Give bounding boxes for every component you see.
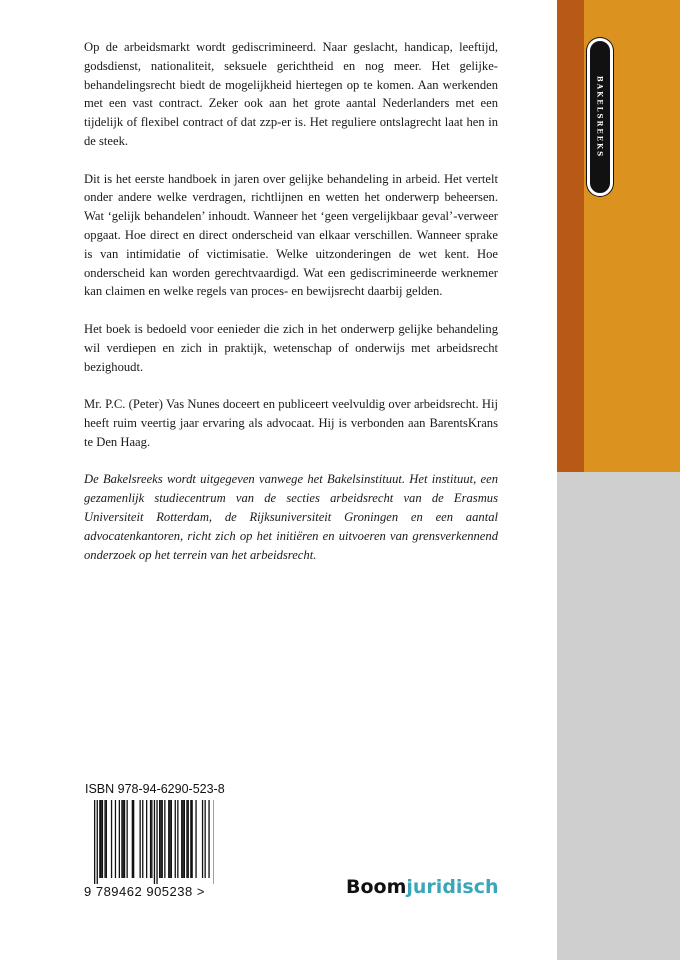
barcode-bar: [168, 800, 169, 878]
paragraph-intro: Op de arbeidsmarkt wordt gediscrimineerd. Naar geslacht, handicap, leeftijd, godsdienst, nationaliteit, seksuele gerichtheid en nog meer. Het gelijkebehandelingsrecht biedt de mogelijkheid hiertegen op te komen. Aan werkenden met een vast contract. Zeker ook aan het grote aantal Nederlanders met een tijdelijk of flexibel contract of dat zzp-er is. Het reguliere ontslagrecht laat hen in de steek.: [84, 40, 498, 148]
series-label: BAKELSREEKS: [595, 75, 605, 159]
barcode-bar: [151, 800, 152, 878]
barcode-bar: [94, 800, 95, 884]
barcode: [84, 800, 214, 884]
barcode-bar: [132, 800, 133, 878]
paragraph-institute: De Bakelsreeks wordt uitgegeven vanwege het Bakelsinstituut. Het instituut, een gezamenlijk studiecentrum van de secties arbeidsrecht van de Erasmus Universiteit Rotterdam, de Rijksuniversiteit Groningen en een aantal advocatenkantoren, richt zich op het initiëren en uitvoeren van grensverkennend onderzoek op het terrein van het arbeidsrecht.: [84, 472, 498, 562]
barcode-bar: [169, 800, 170, 878]
barcode-bar: [188, 800, 189, 878]
barcode-bar: [115, 800, 116, 878]
barcode-bar: [101, 800, 102, 878]
barcode-bar: [97, 800, 98, 884]
barcode-bar: [104, 800, 105, 878]
paragraph-author: Mr. P.C. (Peter) Vas Nunes doceert en publiceert veelvuldig over arbeidsrecht. Hij heeft ruim veertig jaar ervaring als advocaat. Hij is verbonden aan BarentsKrans te Den Haag.: [84, 397, 498, 449]
spine-grey-panel: [557, 472, 680, 960]
barcode-bar: [182, 800, 183, 878]
barcode-bar: [162, 800, 163, 878]
barcode-bar: [184, 800, 185, 878]
barcode-bar: [208, 800, 209, 878]
barcode-bar: [119, 800, 120, 878]
barcode-bar: [140, 800, 141, 878]
barcode-bar: [99, 800, 100, 878]
barcode-bar: [181, 800, 182, 878]
barcode-bar: [202, 800, 203, 878]
back-cover-text: [84, 38, 498, 583]
barcode-bar: [177, 800, 178, 878]
paragraph-contents: Dit is het eerste handboek in jaren over gelijke behandeling in arbeid. Het vertelt onder andere welke verdragen, richtlijnen en wetten het onderwerp beheersen. Wat ‘gelijk behandelen’ inhoudt. Wanneer het ‘geen vergelijkbaar geval’-verweer opgaat. Hoe direct en direct onderscheid van elkaar verschillen. Wanneer sprake is van intimidatie of victimisatie. Welke uitzonderingen de wet kent. Hoe onderscheid kan worden gerechtvaardigd. Wat een gediscrimineerde werknemer kan claimen en welke regels van proces- en bewijsrecht daarbij gelden.: [84, 171, 498, 299]
barcode-bar: [190, 800, 191, 878]
barcode-bar: [154, 800, 155, 884]
barcode-bar: [111, 800, 112, 878]
publisher-name-part2: juridisch: [406, 876, 499, 898]
publisher-logo: [346, 876, 499, 898]
paragraph-audience: Het boek is bedoeld voor eenieder die zich in het onderwerp gelijke behandeling wil verdiepen en zich in praktijk, wetenschap of onderwijs met arbeidsrecht bezighoudt.: [84, 321, 498, 374]
barcode-bar: [146, 800, 147, 878]
barcode-bar: [127, 800, 128, 878]
barcode-bar: [106, 800, 107, 878]
spine-dark-stripe: [557, 0, 584, 472]
barcode-bar: [159, 800, 160, 878]
barcode-bar: [123, 800, 124, 878]
series-tab: [587, 38, 613, 196]
barcode-digits: 9 789462 905238 >: [84, 884, 205, 899]
publisher-name-part1: Boom: [346, 876, 407, 898]
barcode-bar: [175, 800, 176, 878]
barcode-bar: [160, 800, 161, 878]
barcode-bar: [186, 800, 187, 878]
barcode-bar: [121, 800, 122, 878]
isbn-label: ISBN 978-94-6290-523-8: [85, 782, 225, 796]
barcode-bar: [164, 800, 165, 878]
barcode-bar: [102, 800, 103, 878]
barcode-bar: [133, 800, 134, 878]
barcode-bar: [142, 800, 143, 878]
barcode-bar: [205, 800, 206, 878]
barcode-bar: [192, 800, 193, 878]
barcode-bar: [171, 800, 172, 878]
barcode-bar: [150, 800, 151, 878]
barcode-bar: [156, 800, 157, 884]
barcode-bar: [195, 800, 196, 878]
spine-band: [557, 0, 680, 960]
barcode-bar: [124, 800, 125, 878]
